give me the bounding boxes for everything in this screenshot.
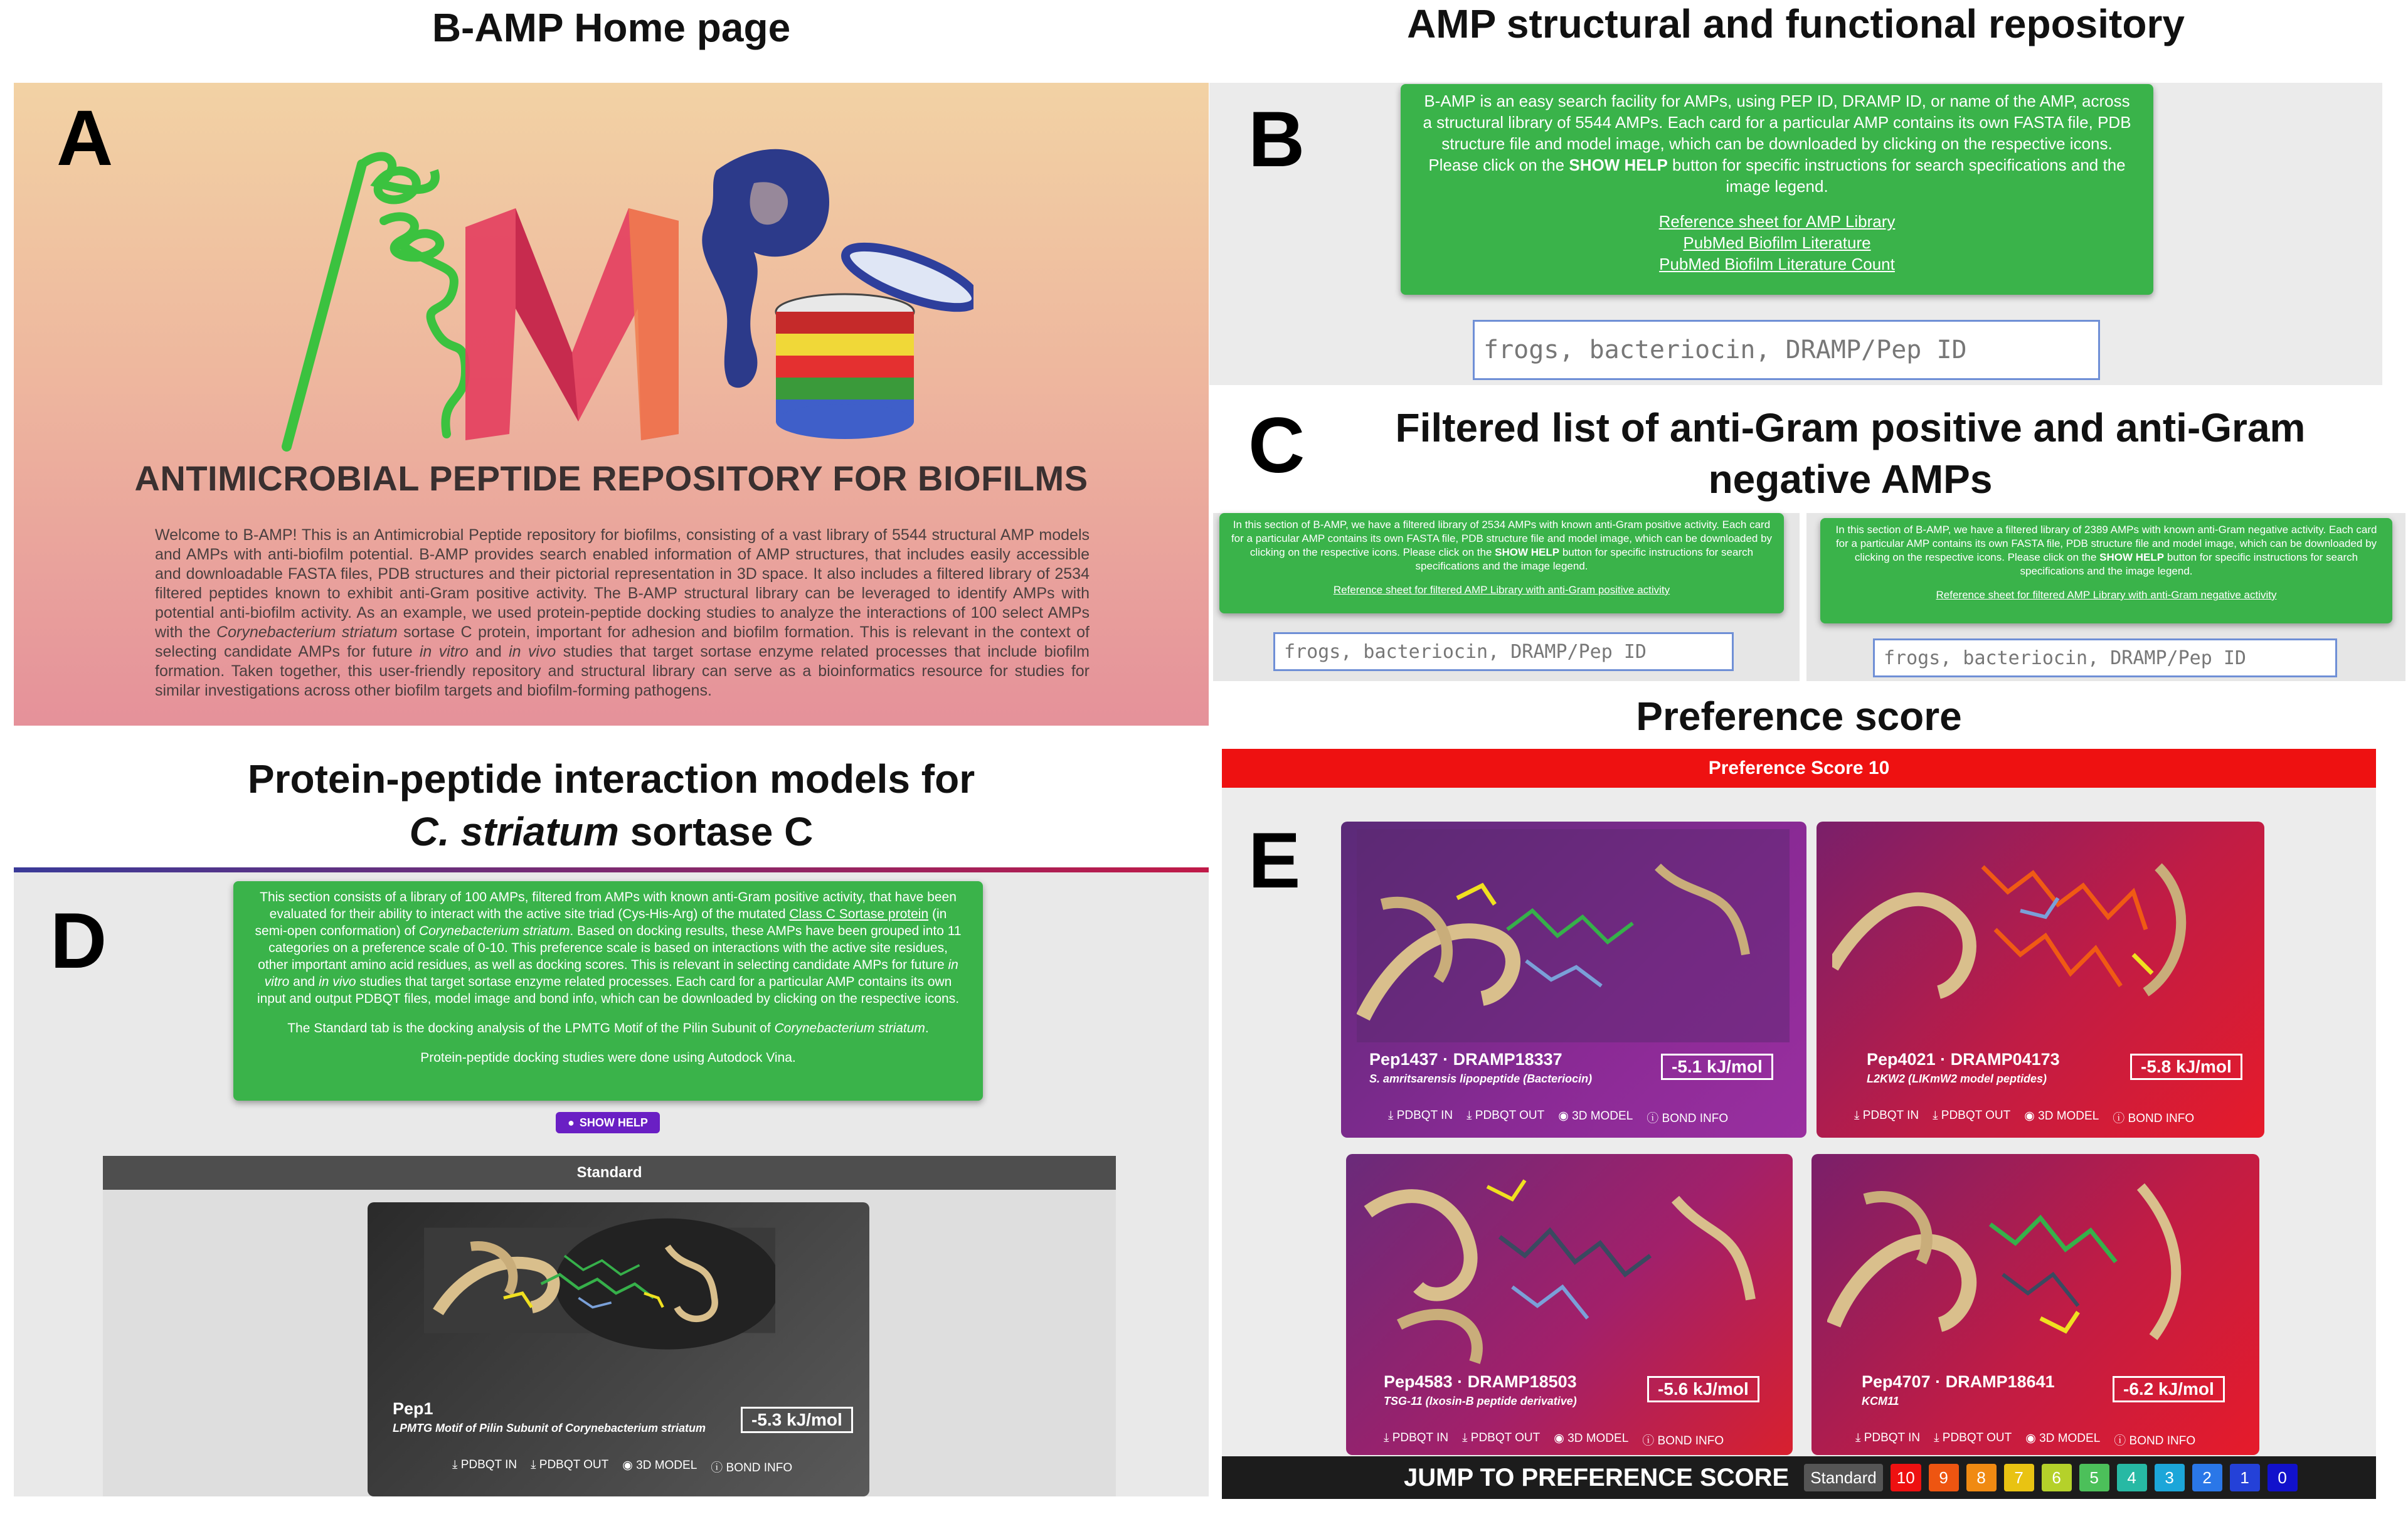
peptide-id: Pep4707 · DRAMP18641 — [1862, 1372, 2055, 1391]
sortase-info-text — [252, 889, 964, 1007]
gram-positive-panel — [1213, 513, 1800, 681]
docking-card[interactable] — [1341, 822, 1806, 1138]
docking-card[interactable] — [1346, 1154, 1793, 1455]
welcome-text-part: studies that target sortase enzyme related processes that include biofilm formation. Taken together, this user-friendly repository and structural library can serve as a bioinformatics resource for studies for similar investigations across other biofilm targets and biofilm-forming pathogens. — [155, 643, 1090, 699]
info-text-part: B-AMP is an easy search facility for AMPs, using PEP ID, DRAMP ID, or name of the AMP, across a structural library of 5544 AMPs. Each card for a particular AMP contains its own FASTA file, PDB structure file and model image, which can be downloaded by clicking on the respective icons. Please click on the — [1423, 92, 2131, 174]
bond-info-download[interactable] — [1647, 1109, 1728, 1126]
pdbqt-in-download[interactable] — [1855, 1431, 1920, 1448]
action-label: 3D MODEL — [1567, 1432, 1629, 1445]
3d-model-download[interactable] — [2024, 1109, 2099, 1126]
info-icon: ⓘ — [1642, 1434, 1658, 1448]
docking-model-image — [1832, 829, 2246, 1042]
action-label: PDBQT OUT — [539, 1458, 609, 1471]
info-box — [1401, 84, 2153, 295]
jump-score-chip[interactable]: 1 — [2230, 1464, 2260, 1491]
panel-c-title-line1: Filtered list of anti-Gram positive and anti-Gram — [1395, 405, 2306, 450]
repository-panel — [1209, 83, 2382, 385]
action-label: PDBQT IN — [460, 1458, 517, 1471]
jump-score-chip[interactable]: 9 — [1929, 1464, 1959, 1491]
info-text-bold: SHOW HELP — [1569, 156, 1668, 174]
pubmed-literature-link[interactable]: PubMed Biofilm Literature — [1683, 233, 1871, 252]
gram-negative-info-box — [1820, 518, 2392, 623]
sortase-protein-link[interactable]: Class C Sortase protein — [789, 907, 929, 921]
info-text-part: In this section of B-AMP, we have a filtered library of 2389 AMPs with known anti-Gram negative activity. Each card for a particular AMP contains its own FASTA file, PDB structure file and model image, which can be downloaded by clicking on the respective icons. Please click on the — [1835, 524, 2377, 563]
jump-to-score-bar — [1222, 1456, 2376, 1499]
info-text-part: button for specific instructions for search specifications and the image legend. — [2020, 551, 2358, 577]
pdbqt-out-download[interactable] — [531, 1458, 608, 1475]
camera-icon: ◉ — [2025, 1432, 2040, 1445]
action-label: PDBQT IN — [1396, 1109, 1453, 1122]
jump-score-chip[interactable]: 2 — [2192, 1464, 2222, 1491]
bond-info-download[interactable] — [1642, 1431, 1724, 1448]
docking-card[interactable] — [1811, 1154, 2259, 1455]
jump-label: JUMP TO PREFERENCE SCORE — [1404, 1463, 1790, 1491]
camera-icon: ◉ — [622, 1459, 637, 1472]
3d-model-download[interactable] — [2025, 1431, 2100, 1448]
peptide-description: KCM11 — [1862, 1395, 1899, 1407]
gram-negative-search-input[interactable]: frogs, bacteriocin, DRAMP/Pep ID — [1873, 638, 2337, 677]
search-input[interactable]: frogs, bacteriocin, DRAMP/Pep ID — [1473, 320, 2100, 380]
standard-tab-content — [103, 1190, 1116, 1496]
gram-positive-info-box — [1219, 513, 1784, 613]
info-icon: ⓘ — [2113, 1112, 2128, 1125]
docking-card[interactable] — [1817, 822, 2264, 1138]
welcome-text-italic: Corynebacterium striatum — [216, 623, 398, 641]
score-chip-list — [1804, 1464, 2297, 1491]
vina-note: Protein-peptide docking studies were done using Autodock Vina. — [420, 1051, 796, 1065]
camera-icon: ◉ — [1558, 1109, 1573, 1123]
jump-score-chip[interactable]: 3 — [2155, 1464, 2185, 1491]
action-label: PDBQT OUT — [1942, 1431, 2012, 1444]
info-icon: ⓘ — [711, 1461, 726, 1474]
gram-negative-panel — [1806, 513, 2405, 681]
panel-letter-c: C — [1248, 402, 1305, 489]
action-label: BOND INFO — [1657, 1434, 1724, 1448]
welcome-text-italic: in vivo — [509, 643, 556, 660]
action-label: 3D MODEL — [2038, 1109, 2099, 1123]
docking-score: -5.3 kJ/mol — [741, 1407, 853, 1433]
action-label: BOND INFO — [726, 1461, 793, 1474]
panel-d-title-line2 — [14, 805, 1209, 858]
tab-standard[interactable]: Standard — [103, 1156, 1116, 1190]
info-text-part: button for specific instructions for search specifications and the image legend. — [1667, 156, 2126, 196]
info-text-part: (in semi-open conformation) of — [255, 907, 947, 938]
pdbqt-in-download[interactable] — [1854, 1109, 1919, 1126]
note-part: . — [925, 1021, 929, 1035]
info-text-part: This section consists of a library of 100 AMPs, filtered from AMPs with known anti-Gram positive activity, that have been evaluated for their ability to interact with the active site triad (Cys-His-Arg) of the mutated — [260, 890, 957, 921]
peptide-id: Pep1437 · DRAMP18337 — [1369, 1050, 1562, 1069]
welcome-text — [155, 526, 1090, 701]
action-label: BOND INFO — [2129, 1434, 2196, 1448]
download-icon: ⤓ — [1934, 1431, 1943, 1444]
pdbqt-out-download[interactable] — [1462, 1431, 1540, 1448]
panel-c-title-line2: negative AMPs — [1708, 457, 1993, 502]
gram-positive-search-input[interactable]: frogs, bacteriocin, DRAMP/Pep ID — [1273, 632, 1734, 671]
jump-score-chip[interactable]: 10 — [1891, 1464, 1921, 1491]
docking-score: -6.2 kJ/mol — [2113, 1376, 2225, 1402]
jump-score-chip[interactable]: 0 — [2267, 1464, 2298, 1491]
show-help-label: SHOW HELP — [579, 1116, 648, 1129]
panel-letter-e: E — [1248, 817, 1301, 904]
action-label: PDBQT IN — [1392, 1431, 1449, 1444]
peptide-description: S. amritsarensis lipopeptide (Bacteriocin) — [1369, 1072, 1593, 1085]
welcome-text-part: sortase C protein, important for adhesion and biofilm formation. This is relevant in the context of selecting candidate AMPs for future — [155, 623, 1090, 660]
welcome-text-italic: in vitro — [419, 643, 469, 660]
action-label: 3D MODEL — [636, 1459, 697, 1472]
jump-score-chip[interactable]: 5 — [2079, 1464, 2109, 1491]
reference-sheet-link[interactable]: Reference sheet for AMP Library — [1658, 212, 1896, 231]
docking-model-image — [1362, 1162, 1776, 1368]
docking-model-image — [424, 1210, 775, 1351]
panel-e-title: Preference score — [1636, 694, 1962, 739]
action-label: PDBQT IN — [1864, 1431, 1921, 1444]
action-label: BOND INFO — [1662, 1112, 1729, 1125]
info-text-part: In this section of B-AMP, we have a filtered library of 2534 AMPs with known anti-Gram positive activity. Each card for a particular AMP contains its own FASTA file, PDB structure file and model image, which can be downloaded by clicking on the respective icons. Please click on the — [1231, 519, 1773, 558]
download-icon: ⤓ — [1388, 1109, 1397, 1122]
gram-negative-reference-link[interactable]: Reference sheet for filtered AMP Library with anti-Gram negative activity — [1936, 589, 2277, 601]
sortase-models-panel — [14, 872, 1209, 1496]
jump-standard-chip[interactable]: Standard — [1804, 1464, 1883, 1491]
preference-score-header: Preference Score 10 — [1222, 749, 2376, 788]
info-text-bold: SHOW HELP — [2099, 551, 2165, 563]
panel-letter-a: A — [56, 95, 114, 182]
3d-model-download[interactable] — [1554, 1431, 1628, 1448]
panel-d-title-line1: Protein-peptide interaction models for — [247, 756, 975, 802]
bond-info-download[interactable] — [711, 1458, 792, 1475]
pubmed-count-link[interactable]: PubMed Biofilm Literature Count — [1659, 255, 1895, 273]
jump-score-chip[interactable]: 7 — [2004, 1464, 2034, 1491]
home-page-panel — [14, 83, 1209, 726]
standard-tab-note — [252, 1020, 964, 1037]
panel-a-title: B-AMP Home page — [432, 5, 791, 50]
note-part: The Standard tab is the docking analysis of the LPMTG Motif of the Pilin Subunit of — [287, 1021, 775, 1035]
camera-icon: ◉ — [1554, 1432, 1568, 1445]
amp-logo — [277, 120, 973, 490]
info-text-italic: in vitro — [264, 958, 958, 989]
card-actions — [1384, 1431, 1724, 1448]
card-actions — [452, 1458, 792, 1475]
info-text-part: button for specific instructions for search specifications and the image legend. — [1415, 546, 1754, 572]
card-actions — [1388, 1109, 1728, 1126]
pdbqt-out-download[interactable] — [1933, 1109, 2010, 1126]
bond-info-download[interactable] — [2114, 1431, 2195, 1448]
3d-model-download[interactable] — [622, 1458, 697, 1475]
peptide-description: L2KW2 (LIKmW2 model peptides) — [1867, 1072, 2047, 1085]
3d-model-download[interactable] — [1558, 1109, 1633, 1126]
gram-positive-info-text — [1231, 518, 1773, 573]
preference-score-panel — [1222, 749, 2376, 1499]
info-icon: ⓘ — [1647, 1112, 1662, 1125]
action-label: BOND INFO — [2128, 1112, 2195, 1125]
show-help-button[interactable] — [556, 1112, 660, 1133]
card-actions — [1855, 1431, 2195, 1448]
peptide-description: LPMTG Motif of Pilin Subunit of Corynebacterium striatum — [393, 1422, 706, 1434]
info-text-part: studies that target sortase enzyme related processes. Each card for a particular AMP contains its own input and output PDBQT files, model image and bond info, which can be downloaded by clicking on the respective icons. — [257, 975, 960, 1006]
pdbqt-in-download[interactable] — [1388, 1109, 1453, 1126]
pdbqt-in-download[interactable] — [1384, 1431, 1448, 1448]
download-icon: ⤓ — [531, 1458, 539, 1471]
title-suffix: sortase C — [618, 809, 814, 854]
action-label: 3D MODEL — [2039, 1432, 2101, 1445]
peptide-description: TSG-11 (Ixosin-B peptide derivative) — [1384, 1395, 1577, 1407]
download-icon: ⤓ — [1855, 1431, 1864, 1444]
pdbqt-out-download[interactable] — [1467, 1109, 1544, 1126]
jump-score-chip[interactable]: 6 — [2042, 1464, 2072, 1491]
info-text-part: . Based on docking results, these AMPs have been grouped into 11 categories on a preference scale of 0-10. This preference scale is based on interactions with the active site residues, other important amino acid residues, as well as docking scores. This is relevant in selecting candidate AMPs for future — [258, 924, 962, 972]
info-text — [1422, 90, 2132, 197]
info-text-part: and — [289, 975, 319, 989]
docking-card[interactable] — [368, 1202, 869, 1496]
welcome-text-part: Welcome to B-AMP! This is an Antimicrobial Peptide repository for biofilms, consisting of a vast library of 5544 structural AMP models and AMPs with anti-biofilm potential. B-AMP provides search enabled information of AMP structures, that includes easily accessible and downloadable FASTA files, PDB structures and their pictorial representation in 3D space. It also includes a filtered library of 2534 filtered peptides known to exhibit anti-Gram positive activity. The B-AMP structural library can be leveraged to identify AMPs with potential anti-biofilm activity. As an example, we used protein-peptide docking studies to analyze the interactions of 100 select AMPs with the — [155, 526, 1090, 641]
sortase-info-box — [233, 881, 983, 1101]
download-icon: ⤓ — [1462, 1431, 1471, 1444]
divider-bar — [14, 867, 1209, 872]
action-label: PDBQT OUT — [1941, 1109, 2011, 1122]
action-label: PDBQT OUT — [1475, 1109, 1545, 1122]
card-actions — [1854, 1109, 2194, 1126]
action-label: PDBQT OUT — [1470, 1431, 1541, 1444]
welcome-text-part: and — [468, 643, 509, 660]
gram-positive-reference-link[interactable]: Reference sheet for filtered AMP Library with anti-Gram positive activity — [1333, 584, 1670, 596]
bond-info-download[interactable] — [2113, 1109, 2194, 1126]
panel-letter-b: B — [1248, 96, 1305, 183]
download-icon: ⤓ — [1467, 1109, 1475, 1122]
info-icon: ● — [568, 1116, 575, 1129]
docking-model-image — [1357, 829, 1790, 1042]
organism-name: C. striatum — [409, 809, 619, 854]
download-icon: ⤓ — [1933, 1109, 1941, 1122]
docking-score: -5.6 kJ/mol — [1647, 1376, 1759, 1402]
info-text-italic: Corynebacterium striatum — [418, 924, 570, 938]
panel-b-title: AMP structural and functional repository — [1407, 1, 2185, 46]
peptide-id: Pep4583 · DRAMP18503 — [1384, 1372, 1577, 1391]
info-text-italic: in vivo — [319, 975, 356, 989]
jump-score-chip[interactable]: 4 — [2117, 1464, 2147, 1491]
camera-icon: ◉ — [2024, 1109, 2039, 1123]
download-icon: ⤓ — [452, 1458, 461, 1471]
pdbqt-in-download[interactable] — [452, 1458, 517, 1475]
gram-negative-info-text — [1832, 523, 2381, 578]
action-label: 3D MODEL — [1572, 1109, 1633, 1123]
jump-score-chip[interactable]: 8 — [1966, 1464, 1997, 1491]
peptide-id: Pep1 — [393, 1399, 433, 1418]
download-icon: ⤓ — [1854, 1109, 1863, 1122]
docking-model-image — [1827, 1162, 2241, 1368]
info-icon: ⓘ — [2114, 1434, 2130, 1448]
docking-score: -5.1 kJ/mol — [1661, 1054, 1773, 1080]
panel-letter-d: D — [50, 897, 107, 985]
repository-heading: ANTIMICROBIAL PEPTIDE REPOSITORY FOR BIOFILMS — [134, 458, 1088, 498]
action-label: PDBQT IN — [1862, 1109, 1919, 1122]
download-icon: ⤓ — [1384, 1431, 1392, 1444]
note-italic: Corynebacterium striatum — [774, 1021, 925, 1035]
peptide-id: Pep4021 · DRAMP04173 — [1867, 1050, 2060, 1069]
info-text-bold: SHOW HELP — [1495, 546, 1560, 558]
docking-score: -5.8 kJ/mol — [2130, 1054, 2242, 1080]
pdbqt-out-download[interactable] — [1934, 1431, 2012, 1448]
